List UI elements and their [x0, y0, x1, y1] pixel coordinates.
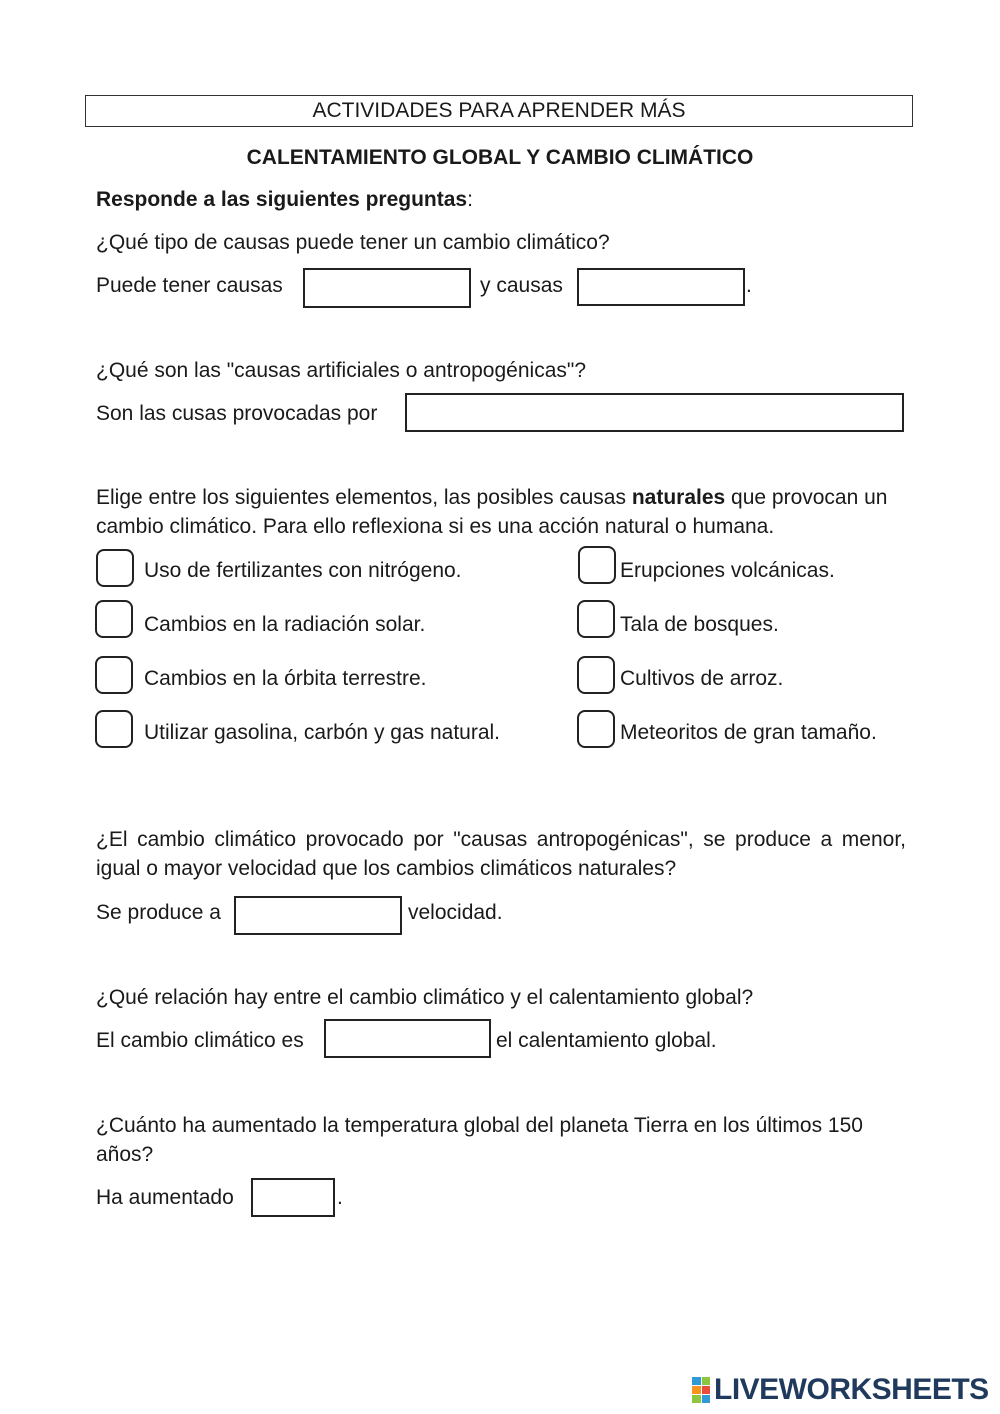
q5-suffix: el calentamiento global. — [496, 1029, 717, 1052]
option-label-4: Tala de bosques. — [620, 613, 779, 636]
option-label-3: Cambios en la radiación solar. — [144, 613, 426, 636]
option-label-1: Uso de fertilizantes con nitrógeno. — [144, 559, 462, 582]
option-label-8: Meteoritos de gran tamaño. — [620, 721, 877, 744]
section-header-box — [85, 95, 913, 127]
instruction-bold: Responde a las siguientes preguntas — [96, 188, 468, 211]
checkbox-option-5[interactable] — [95, 656, 133, 694]
q1-answer-field-1[interactable] — [303, 268, 471, 308]
q3-text-after: que provocan un cambio climático. Para ello reflexiona si es una acción natural o humana. — [96, 486, 888, 538]
q1-answer-field-2[interactable] — [577, 268, 745, 306]
checkbox-option-4[interactable] — [577, 600, 615, 638]
q3-text-bold: naturales — [631, 486, 726, 509]
q6-end: . — [337, 1186, 343, 1209]
q6-answer-field[interactable] — [251, 1178, 335, 1217]
q5-answer-field[interactable] — [324, 1019, 491, 1058]
q4-suffix: velocidad. — [408, 901, 503, 924]
liveworksheets-logo-icon — [692, 1377, 710, 1403]
instruction-tail: : — [467, 188, 473, 211]
q2-answer-field[interactable] — [405, 393, 904, 432]
checkbox-option-1[interactable] — [96, 549, 134, 587]
question-3 — [96, 483, 906, 541]
option-label-5: Cambios en la órbita terrestre. — [144, 667, 427, 690]
liveworksheets-logo-text: LIVEWORKSHEETS — [714, 1373, 989, 1406]
q1-end: . — [746, 274, 752, 297]
q2-prefix: Son las cusas provocadas por — [96, 402, 378, 425]
checkbox-option-2[interactable] — [578, 546, 616, 584]
checkbox-option-6[interactable] — [577, 656, 615, 694]
q4-prefix: Se produce a — [96, 901, 221, 924]
q6-prefix: Ha aumentado — [96, 1186, 234, 1209]
checkbox-option-3[interactable] — [95, 600, 133, 638]
q1-prefix: Puede tener causas — [96, 274, 283, 297]
question-5: ¿Qué relación hay entre el cambio climático y el calentamiento global? — [96, 986, 754, 1009]
question-1: ¿Qué tipo de causas puede tener un cambio climático? — [96, 231, 610, 254]
option-label-2: Erupciones volcánicas. — [620, 559, 835, 582]
option-label-6: Cultivos de arroz. — [620, 667, 784, 690]
q4-answer-field[interactable] — [234, 896, 402, 935]
question-4: ¿El cambio climático provocado por "causas antropogénicas", se produce a menor, igual o mayor velocidad que los cambios climáticos naturales? — [96, 828, 906, 880]
instruction — [96, 189, 473, 210]
checkbox-option-8[interactable] — [577, 710, 615, 748]
page-title: CALENTAMIENTO GLOBAL Y CAMBIO CLIMÁTICO — [246, 146, 754, 169]
question-6: ¿Cuánto ha aumentado la temperatura global del planeta Tierra en los últimos 150 años? — [96, 1114, 863, 1166]
question-2: ¿Qué son las "causas artificiales o antropogénicas"? — [96, 359, 587, 382]
section-header-text: ACTIVIDADES PARA APRENDER MÁS — [312, 99, 686, 122]
q1-middle: y causas — [480, 274, 563, 297]
q3-text-before: Elige entre los siguientes elementos, las posibles causas — [96, 486, 632, 509]
liveworksheets-logo — [692, 1375, 989, 1405]
checkbox-option-7[interactable] — [95, 710, 133, 748]
option-label-7: Utilizar gasolina, carbón y gas natural. — [144, 721, 501, 744]
q5-prefix: El cambio climático es — [96, 1029, 304, 1052]
